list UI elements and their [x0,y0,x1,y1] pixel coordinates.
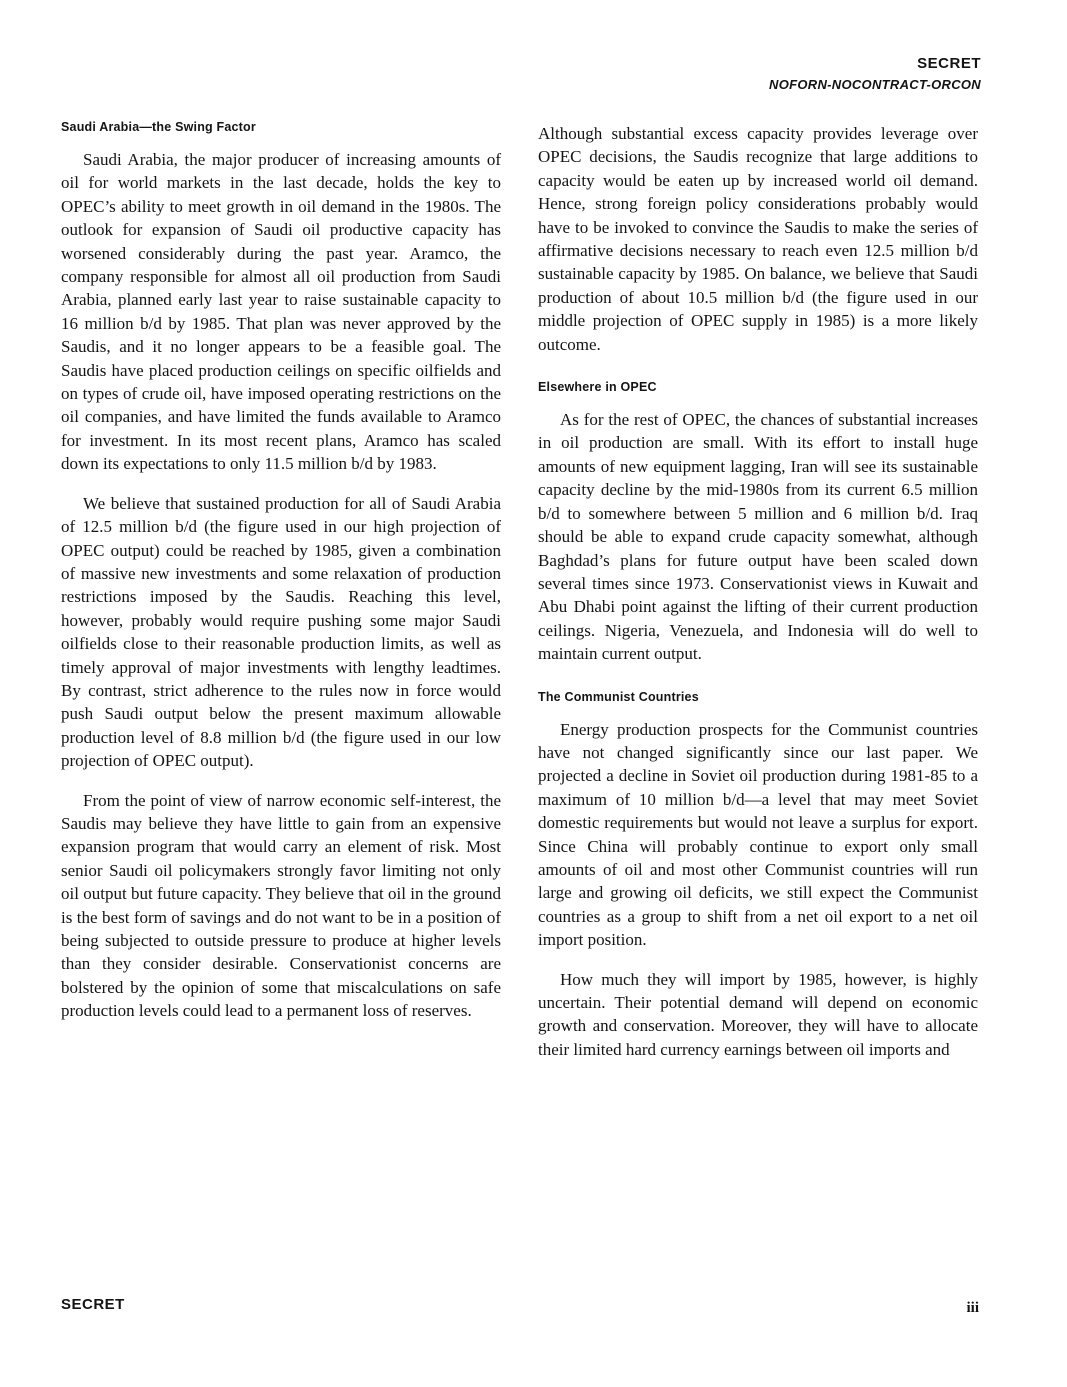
page-header [769,56,981,91]
header-dissemination-controls: NOFORN-NOCONTRACT-ORCON [769,76,981,92]
paragraph-continued: Although substantial excess capacity provides leverage over OPEC decisions, the Saudis recognize that large additions to capacity would be eaten up by increased world oil demand. Hence, strong foreign policy considerations probably would have to be invoked to convince the Saudis to make the series of affirmative decisions necessary to reach even 12.5 million b/d sustainable capacity by 1985. On balance, we believe that Saudi production of about 10.5 million b/d (the figure used in our middle projection of OPEC supply in 1985) is a more likely outcome. [538,124,978,354]
section-heading-saudi-arabia: Saudi Arabia—the Swing Factor [61,120,256,134]
paragraph: Saudi Arabia, the major producer of increasing amounts of oil for world markets in the last decade, holds the key to OPEC’s ability to meet growth in oil demand in the 1980s. The outlook for expansion of Saudi oil productive capacity has worsened considerably during the past year. Aramco, the company responsible for almost all oil production from Saudi Arabia, planned early last year to raise sustainable capacity to 16 million b/d by 1985. That plan was never approved by the Saudis, and it no longer appears to be a feasible goal. The Saudis have placed production ceilings on specific oilfields and on types of crude oil, have imposed operating restrictions on the oil companies, and have limited the funds available to Aramco for investment. In its most recent plans, Aramco has scaled down its expectations to only 11.5 million b/d by 1983. [61,150,501,474]
section-heading-elsewhere-in-opec: Elsewhere in OPEC [538,380,657,395]
right-column [538,122,978,1077]
paragraph: From the point of view of narrow economic self-interest, the Saudis may believe they have little to gain from an expensive expansion program that would carry an element of risk. Most senior Saudi oil policymakers strongly favor limiting not only oil output but future capacity. They believe that oil in the ground is the best form of savings and do not want to be in a position of being subjected to outside pressure to produce at higher levels than they consider desirable. Conservationist concerns are bolstered by the opinion of some that miscalculations on safe production levels could lead to a permanent loss of reserves. [61,790,501,1021]
section-heading-communist-countries: The Communist Countries [538,689,699,704]
paragraph: How much they will import by 1985, however, is highly uncertain. Their potential demand will depend on economic growth and conservation. Moreover, they will have to allocate their limited hard currency earnings between oil imports and [538,969,978,1059]
paragraph: As for the rest of OPEC, the chances of substantial increases in oil production are small. With its effort to install huge amounts of new equipment lagging, Iran will see its sustainable capacity decline by the mid-1980s from its current 6.5 million b/d to somewhere between 5 million and 6 million b/d. Iraq should be able to expand crude capacity somewhat, although Baghdad’s plans for future output have been scaled down several times since 1973. Conservationist views in Kuwait and Abu Dhabi point against the lifting of their current production ceilings. Nigeria, Venezuela, and Indonesia will do well to maintain current output. [538,410,978,664]
footer-classification: SECRET [61,1296,125,1313]
paragraph: Energy production prospects for the Communist countries have not changed significantly since our last paper. We projected a decline in Soviet oil production during 1981-85 to a maximum of 10 million b/d—a level that may meet Soviet domestic requirements but would not leave a surplus for export. Since China will probably continue to export only small amounts of oil and most other Communist countries will run large and growing oil deficits, we still expect the Communist countries as a group to shift from a net oil export to a net oil import position. [538,719,978,950]
header-classification: SECRET [917,55,981,72]
paragraph: We believe that sustained production for all of Saudi Arabia of 12.5 million b/d (the figure used in our high projection of OPEC output) could be reached by 1985, given a combination of massive new investments and some relaxation of production restrictions imposed by the Saudis. Reaching this level, however, probably would require pushing some major Saudi oilfields close to their reasonable production limits, as well as timely approval of major investments with lengthy leadtimes. By contrast, strict adherence to the rules now in force would push Saudi output below the present maximum allowable production level of 8.8 million b/d (the figure used in our low projection of OPEC output). [61,493,501,771]
left-column [61,120,501,1039]
page-number: iii [966,1300,979,1316]
